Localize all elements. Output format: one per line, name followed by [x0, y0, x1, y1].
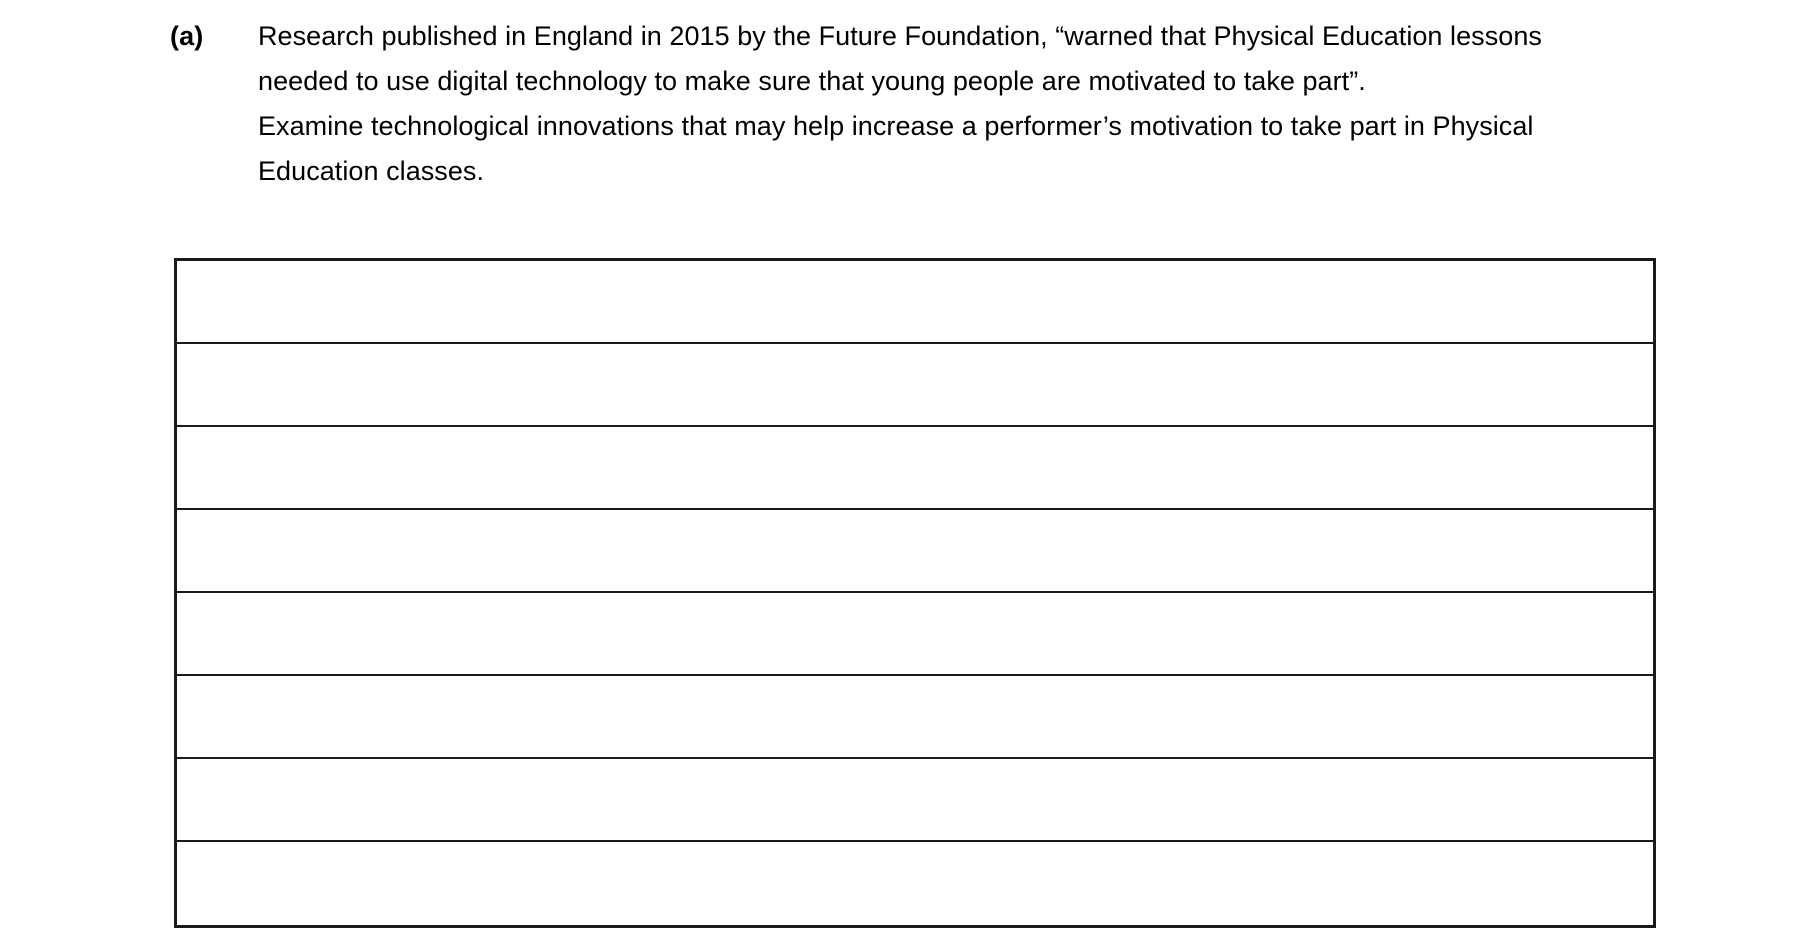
answer-line-row[interactable] [177, 676, 1653, 759]
question-block [170, 14, 1600, 194]
answer-lines-table [174, 258, 1656, 928]
answer-line-row[interactable] [177, 593, 1653, 676]
answer-line-row[interactable] [177, 344, 1653, 427]
answer-line-row[interactable] [177, 759, 1653, 842]
answer-line-row[interactable] [177, 842, 1653, 925]
question-text [258, 14, 1600, 194]
question-paragraph-1: Research published in England in 2015 by the Future Foundation, “warned that Physical Education lessons needed to use digital technology to make sure that young people are motivated to take part”. [258, 21, 1542, 96]
answer-line-row[interactable] [177, 510, 1653, 593]
question-label: (a) [170, 21, 204, 51]
question-paragraph-2: Examine technological innovations that may help increase a performer’s motivation to take part in Physical Education classes. [258, 111, 1534, 186]
answer-line-row[interactable] [177, 261, 1653, 344]
answer-line-row[interactable] [177, 427, 1653, 510]
